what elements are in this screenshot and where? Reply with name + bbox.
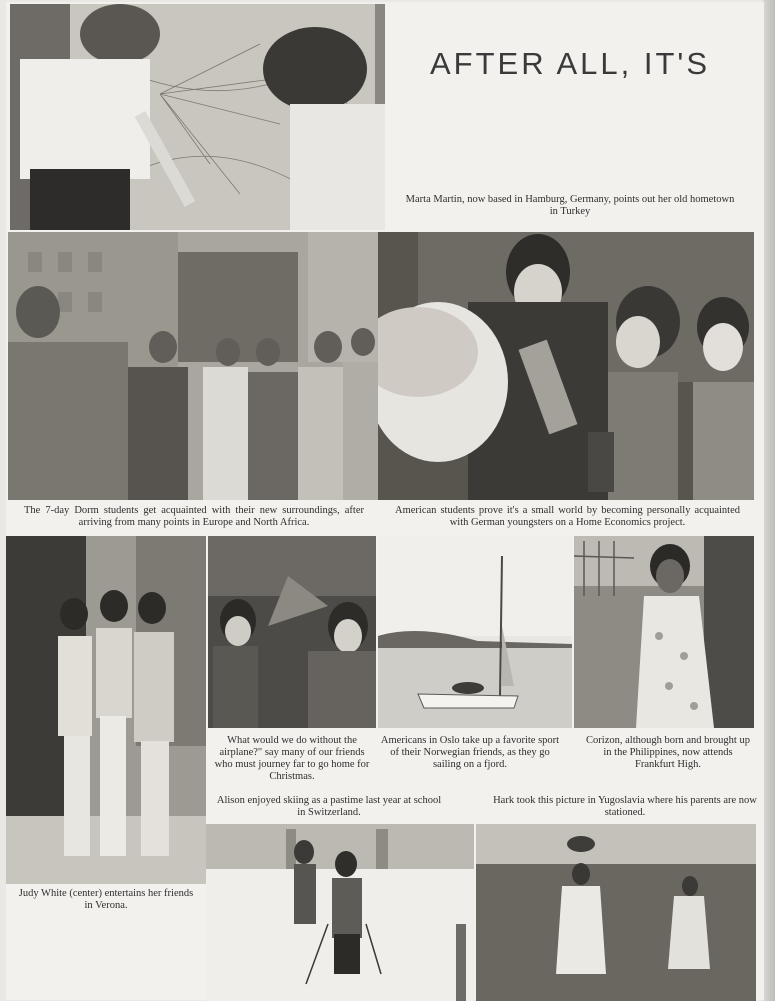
caption-alison: Alison enjoyed skiing as a pastime last year at school in Switzerland. xyxy=(216,795,442,818)
photo-airplane-friends xyxy=(208,536,376,728)
caption-judy: Judy White (center) entertains her friends in Verona. xyxy=(18,888,194,911)
caption-hark: Hark took this picture in Yugoslavia where his parents are now stationed. xyxy=(493,795,757,818)
photo-skiing-switzerland xyxy=(206,824,474,1001)
photo-dorm-students xyxy=(8,232,378,500)
photo-map-pointing xyxy=(10,4,385,230)
book-spine-shadow xyxy=(763,0,775,1001)
photo-yugoslavia xyxy=(476,824,756,1001)
page-title: AFTER ALL, IT'S xyxy=(429,46,711,81)
caption-airplane: What would we do without the airplane?" say many of our friends who must journey far to go home for Christmas. xyxy=(214,735,370,782)
caption-marta: Marta Martin, now based in Hamburg, Germany, points out her old hometown in Turkey xyxy=(405,194,735,217)
photo-german-youngsters xyxy=(378,232,754,500)
caption-dorm: The 7-day Dorm students get acquainted with their new surroundings, after arriving from many points in Europe and North Africa. xyxy=(24,505,364,528)
caption-corizon: Corizon, although born and brought up in the Philippines, now attends Frankfurt High. xyxy=(586,735,750,770)
photo-corizon xyxy=(574,536,754,728)
caption-oslo: Americans in Oslo take up a favorite sport of their Norwegian friends, as they go sailing on a fjord. xyxy=(380,735,560,770)
photo-verona-girls xyxy=(6,536,206,884)
caption-american: American students prove it's a small world by becoming personally acquainted with German youngsters on a Home Economics project. xyxy=(395,505,740,528)
photo-oslo-sailing xyxy=(378,536,572,728)
